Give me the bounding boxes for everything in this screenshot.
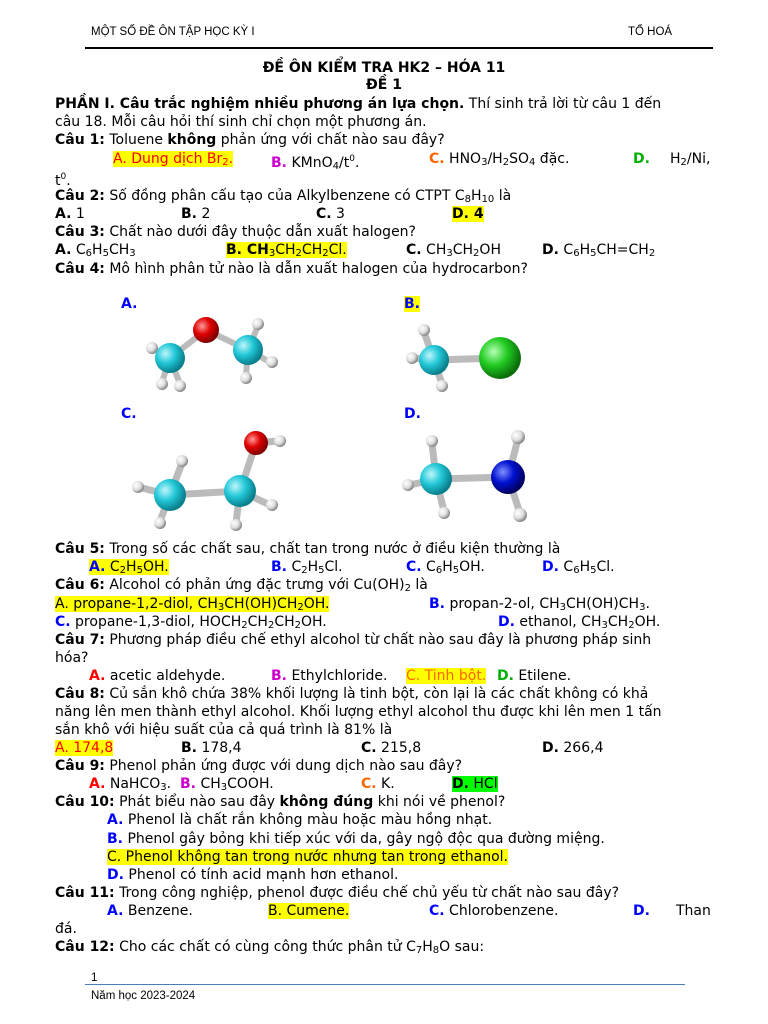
- q1-stem: Câu 1: Toluene không phản ứng với chất nào sau đây?: [55, 132, 445, 148]
- q10-option-b: B. Phenol gây bỏng khi tiếp xúc với da, gây ngộ độc qua đường miệng.: [107, 831, 605, 847]
- q2-option-d: D. 4: [452, 206, 484, 222]
- q11-stem: Câu 11: Trong công nghiệp, phenol được điều chế chủ yếu từ chất nào sau đây?: [55, 885, 620, 901]
- q8-stem-line3: sắn khô với hiệu suất của cả quá trình là 81% là: [55, 722, 393, 738]
- q3-option-c: C. $CH_3CH_2OH$: [406, 242, 501, 259]
- molecule-b-chloromethane-image: [400, 318, 540, 398]
- q10-stem: Câu 10: Phát biểu nào sau đây không đúng khi nói về phenol?: [55, 794, 506, 810]
- q11-continuation: đá.: [55, 921, 77, 937]
- q1-option-b: B. $KMnO_4/t^0$.: [271, 154, 360, 172]
- q3-option-a: A. $C_6H_5CH_3$: [55, 242, 136, 259]
- q11-option-a: A. Benzene.: [107, 903, 193, 919]
- q8-stem-line2: năng lên men thành ethyl alcohol. Khối lượng ethyl alcohol thu được khi lên men 1 tấn: [55, 704, 662, 720]
- q7-option-d: D. Etilene.: [497, 668, 572, 684]
- q9-option-d: D. HCl: [452, 776, 498, 792]
- q11-option-b: B. Cumene.: [268, 903, 350, 919]
- q4-stem: Câu 4: Mô hình phân tử nào là dẫn xuất halogen của hydrocarbon?: [55, 261, 528, 277]
- q6-option-b: B. propan-2-ol, $CH_3CH(OH)CH_3$.: [429, 596, 650, 613]
- q5-stem: Câu 5: Trong số các chất sau, chất tan trong nước ở điều kiện thường là: [55, 541, 561, 557]
- q9-option-a: A. NaHCO$_3$.: [89, 776, 172, 793]
- q4-option-a-label: A.: [121, 296, 138, 312]
- q4-option-c-label: C.: [121, 406, 137, 422]
- q8-option-a: A. 174,8: [55, 740, 114, 756]
- q11-option-c: C. Chlorobenzene.: [429, 903, 559, 919]
- page-number: 1: [91, 972, 98, 984]
- q6-option-d: D. ethanol, $CH_3CH_2OH$.: [498, 614, 661, 631]
- q2-option-c: C. 3: [316, 206, 345, 222]
- q5-option-d: D. $C_6H_5Cl$.: [542, 559, 615, 576]
- q4-option-b-label: B.: [404, 296, 420, 312]
- q7-option-a: A. acetic aldehyde.: [89, 668, 226, 684]
- q1-option-c: C. $HNO_3/H_2SO_4$ đặc.: [429, 151, 570, 168]
- q8-option-c: C. 215,8: [361, 740, 422, 756]
- q1-option-d-label: D.: [633, 151, 650, 167]
- header-right: TỔ HOÁ: [628, 26, 673, 38]
- q10-option-d: D. Phenol có tính acid mạnh hơn ethanol.: [107, 867, 399, 883]
- molecule-d-methylamine-image: [398, 425, 538, 525]
- header-left: MỘT SỐ ĐỀ ÔN TẬP HỌC KỲ I: [91, 26, 255, 38]
- q3-option-d: D. $C_6H_5CH=CH_2$: [542, 242, 656, 259]
- q6-option-c: C. propane-1,3-diol, $HOCH_2CH_2CH_2OH$.: [55, 614, 327, 631]
- q9-option-c: C. K.: [361, 776, 395, 792]
- q6-stem: Câu 6: Alcohol có phản ứng đặc trưng với $Cu(OH)_2$ là: [55, 577, 428, 594]
- footer-year: Năm học 2023-2024: [91, 990, 196, 1002]
- doc-subtitle: ĐỀ 1: [366, 77, 402, 93]
- q6-option-a: A. propane-1,2-diol, $CH_3CH(OH)CH_2OH$.: [55, 596, 330, 613]
- q8-option-b: B. 178,4: [181, 740, 242, 756]
- q5-option-c: C. $C_6H_5OH$.: [406, 559, 485, 576]
- q10-option-a: A. Phenol là chất rắn không màu hoặc màu hồng nhạt.: [107, 812, 493, 828]
- q7-option-c: C. Tinh bột.: [406, 668, 487, 684]
- q7-stem-line1: Câu 7: Phương pháp điều chế ethyl alcohol từ chất nào sau đây là phương pháp sinh: [55, 632, 652, 648]
- q2-stem: Câu 2: Số đồng phân cấu tạo của Alkylbenzene có CTPT $C_8H_{10}$ là: [55, 188, 512, 205]
- q1-continuation: $t^0$.: [55, 172, 71, 189]
- q5-option-a: A. $C_2H_5OH$.: [89, 559, 169, 576]
- q5-option-b: B. $C_2H_5Cl$.: [271, 559, 343, 576]
- q2-option-b: B. 2: [181, 206, 211, 222]
- molecule-c-ethanol-image: [130, 425, 310, 535]
- q11-option-d-label: D.: [633, 903, 650, 919]
- part1-line2: câu 18. Mỗi câu hỏi thí sinh chỉ chọn một phương án.: [55, 114, 427, 130]
- q7-stem-line2: hóa?: [55, 650, 89, 666]
- q1-option-a: A. Dung dịch $Br_2$.: [113, 151, 234, 168]
- q9-stem: Câu 9: Phenol phản ứng được với dung dịch nào sau đây?: [55, 758, 463, 774]
- doc-title: ĐỀ ÔN KIỂM TRA HK2 – HÓA 11: [262, 60, 506, 76]
- q9-option-b: B. $CH_3COOH$.: [180, 776, 274, 793]
- q11-option-d: Than: [676, 903, 711, 919]
- q3-stem: Câu 3: Chất nào dưới đây thuộc dẫn xuất halogen?: [55, 224, 416, 240]
- header-rule: [85, 47, 713, 49]
- q12-stem: Câu 12: Cho các chất có cùng công thức phân tử $C_7H_8O$ sau:: [55, 939, 485, 956]
- q8-option-d: D. 266,4: [542, 740, 604, 756]
- q10-option-c: C. Phenol không tan trong nước nhưng tan trong ethanol.: [107, 849, 508, 865]
- q7-option-b: B. Ethylchloride.: [271, 668, 388, 684]
- q1-option-d: $H_2/Ni$,: [670, 151, 711, 168]
- q3-option-b: B. $CH_3CH_2CH_2Cl$.: [226, 242, 347, 259]
- footer-rule: [85, 984, 685, 985]
- q2-option-a: A. 1: [55, 206, 85, 222]
- molecule-a-ether-image: [140, 300, 310, 410]
- q8-stem-line1: Câu 8: Củ sắn khô chứa 38% khối lượng là tinh bột, còn lại là các chất không có khả: [55, 686, 649, 702]
- q4-option-d-label: D.: [404, 406, 421, 422]
- part1-line1: PHẦN I. Câu trắc nghiệm nhiều phương án lựa chọn. Thí sinh trả lời từ câu 1 đến: [55, 96, 662, 112]
